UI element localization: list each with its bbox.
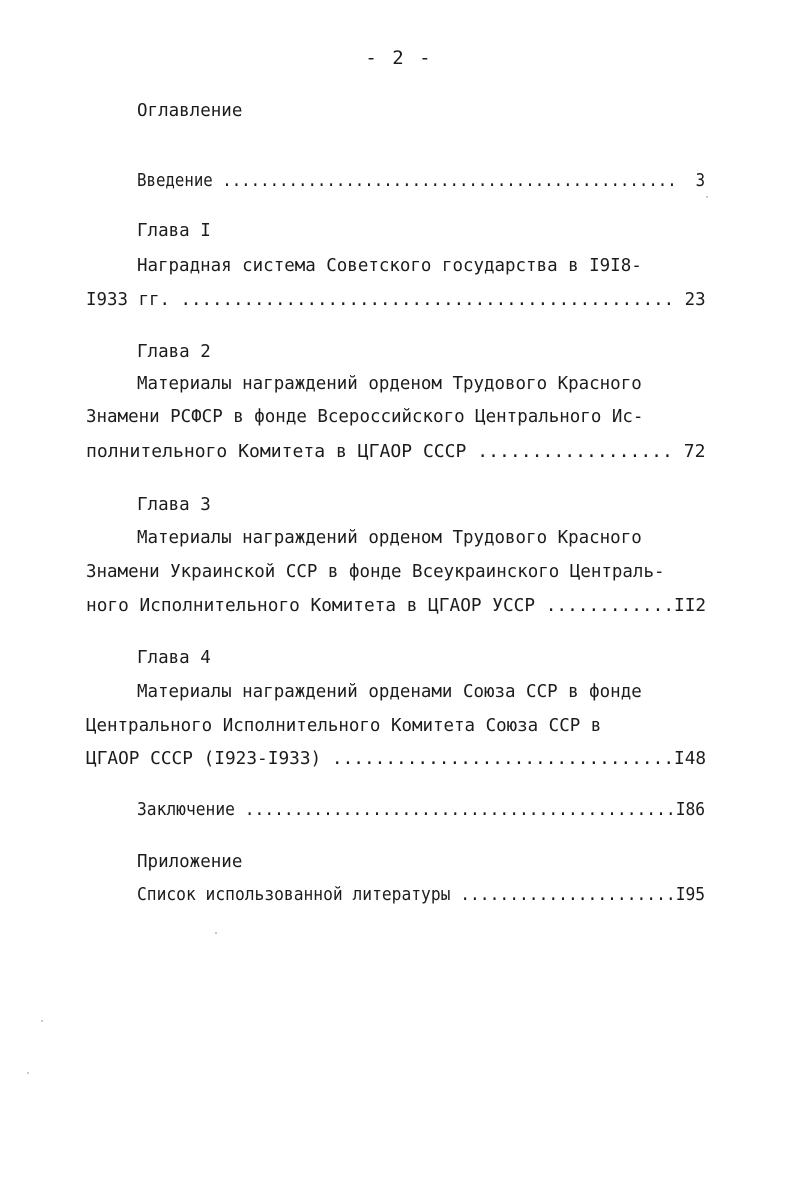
scan-speck (215, 932, 217, 934)
toc-entry-conclusion: Заключение ............................................I86 (137, 800, 706, 820)
scan-speck (27, 1072, 29, 1074)
chapter-2-title-line-2: Знамени РСФСР в фонде Всероссийского Центрального Ис- (86, 407, 644, 427)
page-number: - 2 - (365, 47, 433, 69)
chapter-4-title-line-2: Центрального Исполнительного Комитета Союза ССР в (86, 716, 602, 736)
toc-entry-bibliography: Список использованной литературы ......................I95 (137, 885, 706, 905)
chapter-3-title-line-1: Материалы награждений орденом Трудового Красного (137, 528, 642, 548)
scan-speck (706, 196, 708, 198)
chapter-4-title-line-1: Материалы награждений орденами Союза ССР в фонде (137, 682, 642, 702)
chapter-2-title-line-3: полнительного Комитета в ЦГАОР СССР .................. 72 (86, 442, 706, 462)
appendix-label: Приложение (137, 852, 243, 872)
chapter-2-title-line-1: Материалы награждений орденом Трудового Красного (137, 374, 642, 394)
chapter-3-label: Глава 3 (137, 495, 211, 515)
chapter-1-label: Глава I (137, 221, 211, 241)
toc-heading: Оглавление (137, 101, 243, 121)
scan-speck (41, 1020, 43, 1022)
chapter-3-title-line-3: ного Исполнительного Комитета в ЦГАОР УССР ............II2 (86, 596, 707, 616)
toc-entry-introduction: Введение ................................................ 3 (137, 171, 706, 191)
chapter-2-label: Глава 2 (137, 342, 211, 362)
chapter-3-title-line-2: Знамени Украинской ССР в фонде Всеукраинского Централь- (86, 562, 665, 582)
chapter-4-title-line-3: ЦГАОР СССР (I923-I933) ................................I48 (86, 749, 707, 769)
chapter-1-title-line-2: I933 гг. ............................................... 23 (86, 290, 706, 310)
chapter-4-label: Глава 4 (137, 648, 211, 668)
chapter-1-title-line-1: Наградная система Советского государства в I9I8- (137, 256, 642, 276)
